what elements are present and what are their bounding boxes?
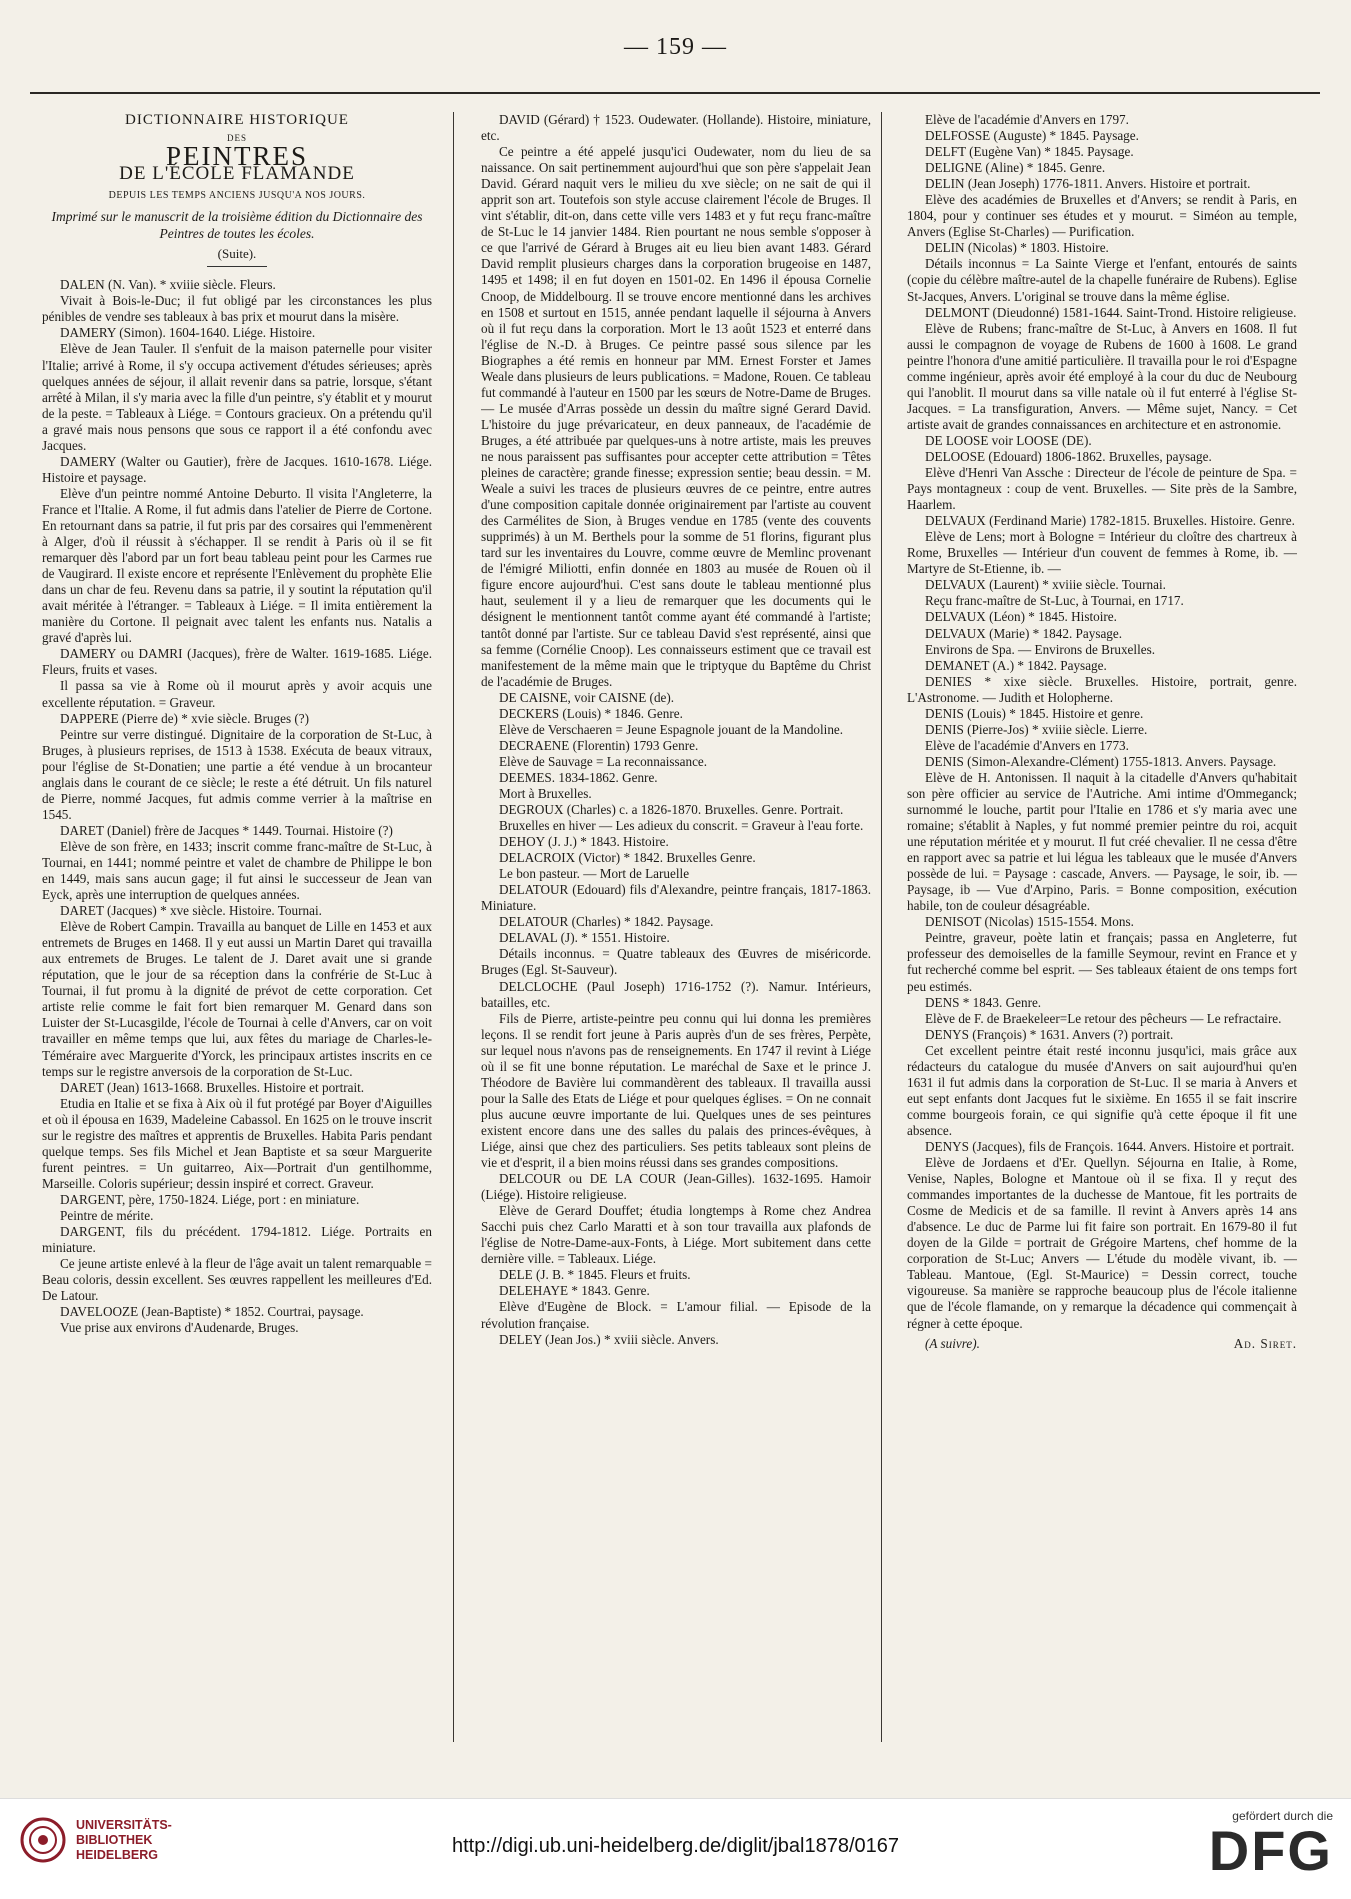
- entry-paragraph: DELCLOCHE (Paul Joseph) 1716-1752 (?). Namur. Intérieurs, batailles, etc.: [481, 978, 871, 1010]
- heading-peintres: PEINTRES: [165, 141, 308, 172]
- entry-paragraph: DENIS (Simon-Alexandre-Clément) 1755-1813. Anvers. Paysage.: [925, 753, 1277, 769]
- entry-paragraph: Peintre de mérite.: [60, 1208, 154, 1223]
- entry-paragraph: DELIGNE (Aline) * 1845. Genre.: [925, 160, 1106, 176]
- entry-paragraph: Peintre sur verre distingué. Dignitaire de la corporation de St-Luc, à Bruges, à plusieurs reprises, de 1513 à 1538. Exécuta de beaux vitraux, pour l'église de St-Donatien; une partie a été vendue à un brocanteur anglais dans le courant de ce siècle; le reste a été détruit. Un fils naturel de Pierre, nommé Jacques, fut admis comme verrier à la maîtrise en 1545.: [42, 726, 432, 822]
- entry-paragraph: Le bon pasteur. — Mort de Laruelle: [499, 866, 690, 882]
- entry-paragraph: DELAVAL (J). * 1551. Histoire.: [499, 930, 670, 946]
- entry-paragraph: Il passa sa vie à Rome où il mourut après y avoir acquis une excellente réputation. = Graveur.: [42, 678, 432, 710]
- entry-paragraph: Peintre, graveur, poète latin et français; passa en Angleterre, fut professeur des demoiselles de la famille Seymour, revint en France et y fut recherché comme bel esprit. — Ses tableaux étaient de ons temps fort peu estimés.: [907, 930, 1297, 994]
- entry-paragraph: Elève de H. Antonissen. Il naquit à la citadelle d'Anvers qu'habitait son père officier au service de l'Autriche. Ami intime d'Ommeganck; surnommé le louche, partit pour l'Italie en 1786 et s'y maria avec une romaine; s'établit à Naples, y fut nommé premier peintre du roi, acquit une réputation méritée et y mourut. Il fut créé chevalier. Il ne cessa d'être en rapport avec sa patrie et lui légua les tableaux que le musée d'Anvers possède de lui. = Paysage : cascade, Anvers. — Paysage, le soir, ib. — Paysage, ib — Vue d'Arpino, Paris. = Bonne composition, exécution habile, ton de couleur désagréable.: [907, 769, 1297, 914]
- entry-paragraph: Fils de Pierre, artiste-peintre peu connu qui lui donna les premières leçons. Il se rendit fort jeune à Paris auprès d'un de ses frères, Perpète, sur lequel nous n'avons pas de renseignements. En 1747 il revint à Liége où il se fit une bonne réputation. Le maréchal de Saxe et le prince J. Théodore de Bavière lui commandèrent des tableaux. Il travailla aussi pour la Salle des Etats de Liége et pour quelques églises. = On ne connait plus aucune œuvre importante de lui. Quelques unes de ses peintures existent encore dans une des salles du palais des princes-évêques, à Liége, ainsi que chez des particuliers. Ses petits tableaux sont pleins de vie et d'esprit, il a bien moins réussi dans ses grandes compositions.: [481, 1010, 871, 1171]
- entry-paragraph: DELCOUR ou DE LA COUR (Jean-Gilles). 1632-1695. Hamoir (Liége). Histoire religieuse.: [481, 1171, 871, 1203]
- page-number: — 159 —: [624, 34, 727, 60]
- entry-paragraph: DELIN (Jean Joseph) 1776-1811. Anvers. Histoire et portrait.: [925, 176, 1251, 192]
- entry-paragraph: Vue prise aux environs d'Audenarde, Bruges.: [60, 1320, 299, 1336]
- entry-paragraph: DARGENT, père, 1750-1824. Liége, port : en miniature.: [60, 1191, 360, 1207]
- entry-paragraph: DECRAENE (Florentin) 1793 Genre.: [499, 737, 699, 753]
- entry-paragraph: DE CAISNE, voir CAISNE (de).: [499, 689, 675, 705]
- entry-paragraph: DELFOSSE (Auguste) * 1845. Paysage.: [925, 128, 1139, 144]
- heading-imprime: Imprimé sur le manuscrit de la troisième édition du Dictionnaire des Peintres de toutes les écoles.: [51, 209, 423, 242]
- entry-paragraph: DEGROUX (Charles) c. a 1826-1870. Bruxelles. Genre. Portrait.: [499, 802, 844, 818]
- entry-paragraph: DEMANET (A.) * 1842. Paysage.: [925, 657, 1107, 673]
- entry-paragraph: DELIN (Nicolas) * 1803. Histoire.: [925, 240, 1109, 256]
- entry-paragraph: DAMERY (Walter ou Gautier), frère de Jacques. 1610-1678. Liége. Histoire et paysage.: [42, 453, 432, 485]
- entry-paragraph: Vivait à Bois-le-Duc; il fut obligé par les circonstances les plus pénibles de vendre ses tableaux à bas prix et mourut dans la misère.: [42, 293, 432, 325]
- entry-paragraph: DELVAUX (Léon) * 1845. Histoire.: [925, 609, 1117, 625]
- entry-paragraph: DELATOUR (Charles) * 1842. Paysage.: [499, 914, 714, 930]
- entry-paragraph: Elève de Lens; mort à Bologne = Intérieur du cloître des chartreux à Rome, Bruxelles — Intérieur d'un couvent de femmes à Rome, ib. — Martyre de St-Etienne, ib. —: [907, 529, 1297, 577]
- heading-suite: (Suite).: [217, 246, 257, 262]
- dictionary-heading: [42, 112, 432, 267]
- entry-paragraph: DE LOOSE voir LOOSE (DE).: [925, 432, 1092, 448]
- entry-paragraph: Elève de Jordaens et d'Er. Quellyn. Séjourna en Italie, à Rome, Venise, Naples, Bologne et Mantoue où il se fixa. Il y reçut des commandes importantes de la duchesse de Mantoue, fit les portraits de Cosme de Medicis et de sa famille. Il revint à Anvers après 14 ans d'absence. Le duc de Parme lui fit faire son portrait. En 1679-80 il fut doyen de la Gilde = portrait de Grégoire Martens, chef homme de la corporation de St-Luc; Anvers — L'étude du modèle vivant, ib. — Tableau. Mantoue, (Egl. St-Maurice) = Dessin correct, touche vigoureuse. Sa manière se rapproche beaucoup plus de l'école italienne que de l'école flamande, on y remarque la décadence qui commençait à régner à cette époque.: [907, 1155, 1297, 1331]
- heading-divider: [207, 266, 267, 267]
- university-name-line-3: HEIDELBERG: [76, 1847, 158, 1862]
- footer-bar: [0, 1798, 1351, 1899]
- entry-paragraph: DENS * 1843. Genre.: [925, 994, 1042, 1010]
- author-signature: Ad. Siret.: [1233, 1335, 1297, 1351]
- entry-paragraph: DELEY (Jean Jos.) * xviii siècle. Anvers.: [499, 1331, 719, 1347]
- column-divider: [881, 112, 882, 1742]
- entry-paragraph: Elève de Jean Tauler. Il s'enfuit de la maison paternelle pour visiter l'Italie; arrivé à Rome, il s'y occupa activement d'études sérieuses; après quelques années de séjour, il allait revenir dans sa patrie, lorsque, s'étant arrêté à Milan, il s'y maria avec la fille d'un peintre, s'y établit et y mourut de la peste. = Tableaux à Liége. = Contours gracieux. On a prétendu qu'il a gravé mais nous pensons que sous ce rapport il a été confondu avec Jacques.: [42, 341, 432, 453]
- entry-paragraph: Elève d'Henri Van Assche : Directeur de l'école de peinture de Spa. = Pays montagneux : coup de vent. Bruxelles. — Site près de la Sambre, Haarlem.: [907, 465, 1297, 513]
- source-url-link[interactable]: http://digi.ub.uni-heidelberg.de/diglit/jbal1878/0167: [451, 1835, 899, 1857]
- entry-paragraph: DELEHAYE * 1843. Genre.: [499, 1283, 650, 1299]
- entry-paragraph: DENIS (Louis) * 1845. Histoire et genre.: [925, 705, 1144, 721]
- entry-paragraph: Reçu franc-maître de St-Luc, à Tournai, en 1717.: [925, 593, 1184, 609]
- entry-paragraph: DENIES * xixe siècle. Bruxelles. Histoire, portrait, genre. L'Astronome. — Judith et Holopherne.: [907, 673, 1297, 705]
- entry-paragraph: DENIS (Pierre-Jos) * xviiie siècle. Lierre.: [925, 721, 1148, 737]
- dfg-label: gefördert durch die: [1232, 1809, 1333, 1823]
- entry-paragraph: Ce peintre a été appelé jusqu'ici Oudewater, nom du lieu de sa naissance. On sait pertinemment aujourd'hui que son père s'appelait Jean David. Gérard naquit vers le milieu du xve siècle; on ne sait de qui il apprit son art. Toutefois son style accuse clairement l'école de Bruges. Il vint s'établir, dit-on, dans cette ville vers 1483 et y fut reçu franc-maître de St-Luc le 14 janvier 1484. Rien pourtant ne nous semble s'opposer à ce que l'arrivé de Gérard à Bruges ait eu lieu bien avant 1483. Gérard David remplit plusieurs charges dans la corporation brugeoise en 1487, 1495 et 1498; il en fut doyen en 1501-02. En 1496 il épousa Cornelie Cnoop, de Middelbourg. Il se trouve encore mentionné dans les archives en 1508 et surtout en 1515, année pendant laquelle il séjourna à Anvers où il fut reçu dans la corporation. Mort le 13 août 1523 et enterré dans l'église de N.-D. à Bruges. Ce peintre passé sous silence par les Biographes a été remis en honneur par MM. Ernest Forster et James Weale dans plusieurs de leurs publications. = Madone, Rouen. Ce tableau fut commandé à l'auteur en 1500 par les sœurs de Notre-Dame de Bruges. — Le musée d'Arras possède un dessin du maître signé Gerard David. L'histoire du juge prévaricateur, en deux panneaux, de l'académie de Bruges, a été attribuée par quelques-uns à notre artiste, mais les preuves ne nous paraissent pas suffisantes pour accepter cette attribution = Têtes pleines de caractère; grande finesse; expression sentie; beau dessin. = M. Weale a suivi les traces de plusieurs œuvres de ce peintre, entre autres d'une composition capitale donnée originairement par l'artiste au couvent des Carmélites de Sion, à Bruges vendue en 1785 (vente des couvents supprimés) à un M. Berthels pour la somme de 51 florins, figurant plus tard sur les inventaires du Louvre, comme œuvre de Memlinc provenant de l'émigré Miliotti, enfin donnée en 1803 au musée de Rouen où il figure encore aujourd'hui. C'est sans doute le tableau mentionné plus haut, seulement il y a lieu de remarquer que les documents qui le désignent le mentionnent tantôt comme ayant été commandé à l'artiste; tantôt donné par l'artiste. Sur ce tableau David s'est représenté, ainsi que sa femme (Cornélie Cnoop). Les connaisseurs estiment que ce travail est manifestement de la même main que le triptyque du Baptême du Christ de l'académie de Bruges.: [481, 144, 871, 689]
- column-3-entries: [907, 112, 1297, 1332]
- entry-paragraph: DARET (Daniel) frère de Jacques * 1449. Tournai. Histoire (?): [60, 822, 393, 838]
- entry-paragraph: Ce jeune artiste enlevé à la fleur de l'âge avait un talent remarquable = Beau coloris, dessin excellent. Ses œuvres rappellent les meilleures d'Ed. De Latour.: [42, 1256, 432, 1304]
- entry-paragraph: DECKERS (Louis) * 1846. Genre.: [499, 705, 683, 721]
- entry-paragraph: Elève de F. de Braekeleer=Le retour des pêcheurs — Le refractaire.: [925, 1010, 1282, 1026]
- entry-paragraph: DAVELOOZE (Jean-Baptiste) * 1852. Courtrai, paysage.: [60, 1304, 364, 1320]
- heading-ecole: DE L'ÉCOLE FLAMANDE: [119, 163, 355, 185]
- column-1: [42, 112, 432, 1742]
- entry-paragraph: DELVAUX (Ferdinand Marie) 1782-1815. Bruxelles. Histoire. Genre.: [925, 513, 1295, 529]
- entry-paragraph: Environs de Spa. — Environs de Bruxelles.: [925, 641, 1156, 657]
- entry-paragraph: Elève des académies de Bruxelles et d'Anvers; se rendit à Paris, en 1804, pour y continuer ses études et y mourut. = Siméon au temple, Anvers (Eglise St-Charles) — Purification.: [907, 192, 1297, 240]
- to-be-continued: (A suivre).: [925, 1335, 980, 1351]
- entry-paragraph: Etudia en Italie et se fixa à Aix où il fut protégé par Boyer d'Aiguilles et où il épousa en 1639, Madeleine Cabassol. En 1625 on le trouve inscrit sur le registre des maîtres et apprentis de Bruxelles. Habita Paris pendant quelque temps. Ses fils Michel et Jean Baptiste et sa sœur Marguerite furent peintres. = Un guitarreo, Aix—Portrait d'un gentilhomme, Marseille. Coloris supérieur; dessin inspiré et correct. Graveur.: [42, 1095, 432, 1191]
- entry-paragraph: DAPPERE (Pierre de) * xvie siècle. Bruges (?): [60, 710, 310, 726]
- entry-paragraph: Elève de Robert Campin. Travailla au banquet de Lille en 1453 et aux entremets de Bruges en 1468. Il y eut aussi un Martin Daret qui travailla aux entremets de Bruges. Le talent de J. Daret avait une si grande réputation, que le jour de sa réception dans la confrérie de St-Luc à Tournai, il fut promu à la dignité de prévot de cette corporation. Cet artiste relie comme le fait fort bien remarquer M. Genard dans son Luister der St-Lucasgilde, l'école de Tournai à celle d'Anvers, car on voit travailler en même temps que lui, aux fêtes du mariage de Charles-le-Téméraire avec Marguerite d'Yorck, les principaux artistes inscrits en ce temps sur le registre anversois de la corporation de St-Luc.: [42, 919, 432, 1079]
- column-3: [907, 112, 1297, 1742]
- column-1-entries: [42, 277, 432, 1336]
- entry-paragraph: DARET (Jean) 1613-1668. Bruxelles. Histoire et portrait.: [60, 1079, 365, 1095]
- signoff: [907, 1336, 1297, 1352]
- entry-paragraph: DELVAUX (Laurent) * xviiie siècle. Tournai.: [925, 577, 1166, 593]
- entry-paragraph: DELVAUX (Marie) * 1842. Paysage.: [925, 625, 1123, 641]
- entry-paragraph: DELACROIX (Victor) * 1842. Bruxelles Genre.: [499, 850, 756, 866]
- entry-paragraph: Elève de l'académie d'Anvers en 1797.: [925, 112, 1129, 127]
- entry-paragraph: DELOOSE (Edouard) 1806-1862. Bruxelles, paysage.: [925, 448, 1212, 464]
- university-name-line-1: UNIVERSITÄTS-: [76, 1817, 172, 1832]
- entry-paragraph: DAMERY ou DAMRI (Jacques), frère de Walter. 1619-1685. Liége. Fleurs, fruits et vases.: [42, 646, 432, 678]
- entry-paragraph: DELATOUR (Edouard) fils d'Alexandre, peintre français, 1817-1863. Miniature.: [481, 882, 871, 914]
- entry-paragraph: DAMERY (Simon). 1604-1640. Liége. Histoire.: [60, 325, 316, 341]
- entry-paragraph: Détails inconnus. = Quatre tableaux des Œuvres de miséricorde. Bruges (Egl. St-Sauveur).: [481, 946, 871, 978]
- university-name-line-2: BIBLIOTHEK: [76, 1832, 153, 1847]
- entry-paragraph: DEHOY (J. J.) * 1843. Histoire.: [499, 834, 669, 850]
- entry-paragraph: DAVID (Gérard) † 1523. Oudewater. (Hollande). Histoire, miniature, etc.: [481, 112, 871, 144]
- entry-paragraph: Bruxelles en hiver — Les adieux du conscrit. = Graveur à l'eau forte.: [499, 818, 864, 834]
- heading-des: DES: [226, 133, 247, 144]
- dfg-logo: DFG: [1208, 1819, 1333, 1882]
- column-divider: [453, 112, 454, 1742]
- dfg-credit: [1208, 1809, 1333, 1882]
- entry-paragraph: DARET (Jacques) * xve siècle. Histoire. Tournai.: [60, 903, 322, 919]
- entry-paragraph: Elève de l'académie d'Anvers en 1773.: [925, 737, 1129, 753]
- entry-paragraph: Détails inconnus = La Sainte Vierge et l'enfant, entourés de saints (copie du célèbre maître-autel de la chapelle funéraire de Rubens). Eglise St-Jacques, Anvers. L'original se trouve dans la même église.: [907, 256, 1297, 304]
- top-rule: [30, 92, 1320, 94]
- entry-paragraph: DALEN (N. Van). * xviiie siècle. Fleurs.: [60, 277, 276, 293]
- column-2: [481, 112, 871, 1742]
- entry-paragraph: DENYS (François) * 1631. Anvers (?) portrait.: [925, 1026, 1174, 1042]
- entry-paragraph: Elève d'Eugène de Block. = L'amour filial. — Episode de la révolution française.: [481, 1299, 871, 1331]
- entry-paragraph: Elève d'un peintre nommé Antoine Deburto. Il visita l'Angleterre, la France et l'Italie. A Rome, il fut admis dans l'atelier de Pierre de Cortone. En retournant dans sa patrie, il fut pris par des corsaires qui l'emmenèrent à Alger, d'où il réussit à s'échapper. Il se rendit à Paris où il se fit remarquer dès l'abord par un fort beau tableau peint pour les Carmes rue de Vaugirard. Il existe encore et représente l'Enlèvement du prophète Elie dans un char de feu. Revenu dans sa patrie, il y soutint la réputation qu'il avait méritée à l'étranger. = Tableaux à Liége. = Il imita entièrement la manière du Cortone. Il peignait avec talent les enfants nus. Natalis a gravé d'après lui.: [42, 485, 432, 646]
- heading-depuis: DEPUIS LES TEMPS ANCIENS JUSQU'A NOS JOURS.: [108, 190, 366, 202]
- entry-paragraph: Elève de Rubens; franc-maître de St-Luc, à Anvers en 1608. Il fut aussi le compagnon de voyage de Rubens de 1600 à 1608. Le grand peintre l'honora d'une amitié particulière. Il travailla pour le roi d'Espagne comme ingénieur, après avoir été employé à la cour du duc de Neubourg qui l'anoblit. Il mourut dans sa ville natale où il fut enterré à l'église St-Jacques. = La transfiguration, Anvers. — Même sujet, Nancy. = Cet artiste avait de grandes connaissances en architecture et en astronomie.: [907, 320, 1297, 432]
- entry-paragraph: DARGENT, fils du précédent. 1794-1812. Liége. Portraits en miniature.: [42, 1224, 432, 1256]
- entry-paragraph: Mort à Bruxelles.: [499, 785, 592, 801]
- column-2-entries: [481, 112, 871, 1348]
- entry-paragraph: Elève de son frère, en 1433; inscrit comme franc-maître de St-Luc, à Tournai, en 1441; nommé peintre et valet de chambre de Philippe le bon en 1449, mais sans aucun gage; il fut ainsi le successeur de Jean van Eyck, après une interruption de quelques années.: [42, 838, 432, 903]
- heading-dictionnaire: DICTIONNAIRE HISTORIQUE: [125, 112, 349, 128]
- entry-paragraph: DEEMES. 1834-1862. Genre.: [499, 769, 658, 785]
- entry-paragraph: Elève de Sauvage = La reconnaissance.: [499, 753, 708, 769]
- entry-paragraph: DENYS (Jacques), fils de François. 1644. Anvers. Histoire et portrait.: [925, 1139, 1295, 1154]
- entry-paragraph: Cet excellent peintre était resté inconnu jusqu'ici, mais grâce aux rédacteurs du catalogue du musée d'Anvers on sait aujourd'hui qu'en 1631 il fut admis dans la corporation de St-Luc. Il se maria à Anvers et eut sept enfants dont Jacques fut le sixième. En 1655 il se fait inscrire comme bourgeois forain, ce qui signifie qu'à cette époque il fit une absence.: [907, 1042, 1297, 1138]
- entry-paragraph: DENISOT (Nicolas) 1515-1554. Mons.: [925, 914, 1134, 930]
- entry-paragraph: Elève de Gerard Douffet; étudia longtemps à Rome chez Andrea Sacchi puis chez Carlo Maratti et à son tour travailla aux plafonds de l'église de Notre-Dame-aux-Fonts, à Liége. Mort subitement dans cette dernière ville. = Tableaux. Liége.: [481, 1203, 871, 1267]
- entry-paragraph: DELFT (Eugène Van) * 1845. Paysage.: [925, 144, 1134, 160]
- entry-paragraph: DELMONT (Dieudonné) 1581-1644. Saint-Trond. Histoire religieuse.: [925, 304, 1297, 320]
- entry-paragraph: DELE (J. B. * 1845. Fleurs et fruits.: [499, 1267, 691, 1283]
- entry-paragraph: Elève de Verschaeren = Jeune Espagnole jouant de la Mandoline.: [499, 721, 844, 737]
